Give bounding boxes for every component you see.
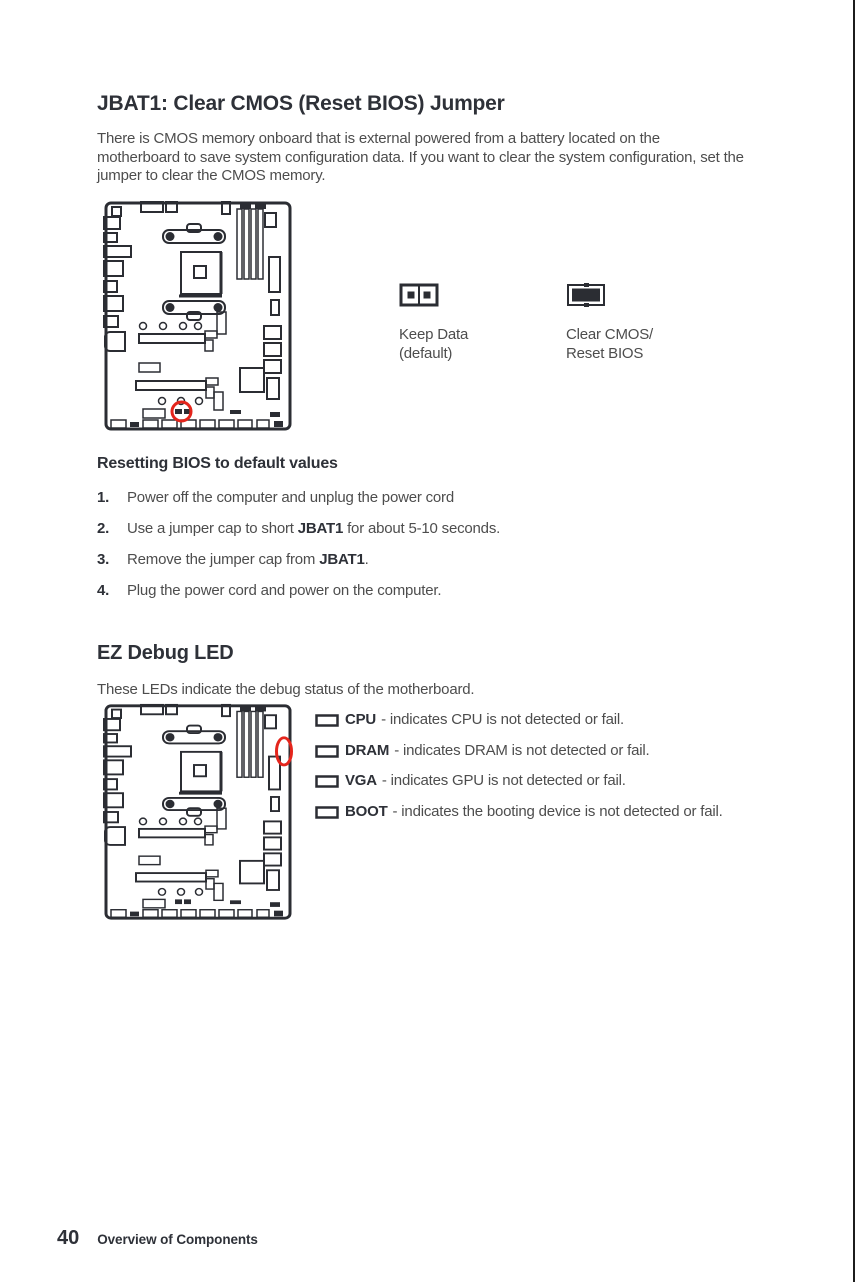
led-box-icon — [315, 745, 339, 758]
led-label: DRAM — [345, 741, 390, 759]
jumper-clear-cmos-line1: Clear CMOS/ — [566, 326, 653, 343]
step-number: 3. — [97, 551, 110, 568]
reset-step-3 — [97, 551, 657, 569]
jumper-clear-cmos-label — [566, 325, 706, 363]
step-text-bold: JBAT1 — [297, 520, 344, 537]
led-description: - indicates CPU is not detected or fail. — [381, 711, 625, 728]
led-description: - indicates GPU is not detected or fail. — [381, 772, 626, 789]
led-label: CPU — [345, 711, 377, 728]
step-text-pre: Power off the computer and unplug the power cord — [127, 489, 454, 506]
jbat1-section-title: JBAT1: Clear CMOS (Reset BIOS) Jumper — [97, 92, 505, 115]
led-item-boot — [315, 803, 757, 822]
step-text-bold: JBAT1 — [319, 551, 365, 568]
jumper-state-keep-data — [399, 283, 539, 363]
jumper-state-clear-cmos — [566, 283, 706, 363]
led-description: - indicates DRAM is not detected or fail. — [394, 741, 650, 759]
reset-bios-heading: Resetting BIOS to default values — [97, 455, 338, 472]
ez-debug-led-list — [315, 711, 757, 833]
ez-debug-led-title: EZ Debug LED — [97, 642, 234, 664]
step-text-pre: Plug the power cord and power on the computer. — [127, 582, 442, 599]
step-text-pre: Use a jumper cap to short — [127, 520, 298, 537]
jumper-keep-data-label — [399, 325, 539, 363]
step-text-post: for about 5-10 seconds. — [343, 520, 501, 537]
step-text — [127, 551, 369, 569]
led-box-icon — [315, 775, 339, 788]
led-description: - indicates the booting device is not detected or fail. — [392, 802, 723, 820]
led-item-text — [345, 772, 757, 791]
led-item-dram — [315, 742, 757, 761]
jumper-keep-data-line1: Keep Data — [399, 326, 469, 343]
jumper-shorted-icon — [566, 283, 606, 307]
led-item-text — [345, 803, 757, 822]
reset-step-2 — [97, 520, 657, 538]
step-text — [127, 489, 454, 507]
step-number: 4. — [97, 582, 110, 599]
step-text — [127, 520, 500, 538]
step-number: 1. — [97, 489, 110, 506]
led-label: BOOT — [345, 802, 388, 820]
led-box-icon — [315, 806, 339, 819]
led-item-vga — [315, 772, 757, 791]
step-text — [127, 582, 441, 600]
page-number: 40 — [57, 1227, 80, 1249]
led-box-icon — [315, 714, 339, 727]
led-item-text — [345, 711, 757, 730]
led-label: VGA — [345, 772, 377, 789]
reset-step-4 — [97, 582, 657, 600]
led-item-text — [345, 742, 757, 761]
reset-step-1 — [97, 489, 657, 507]
page-footer — [57, 1227, 258, 1250]
motherboard-diagram-ez-debug — [103, 703, 293, 921]
motherboard-diagram-jbat1 — [103, 200, 293, 432]
led-item-cpu — [315, 711, 757, 730]
reset-bios-steps — [97, 489, 657, 613]
jumper-open-icon — [399, 283, 439, 307]
step-text-pre: Remove the jumper cap from — [127, 551, 320, 568]
jbat1-intro-paragraph: There is CMOS memory onboard that is external powered from a battery located on the motherboard to save system configuration data. If you want to clear the system configuration, set the jumper to clear the CMOS memory. — [97, 130, 744, 184]
jumper-clear-cmos-line2: Reset BIOS — [566, 345, 644, 362]
footer-section-title: Overview of Components — [97, 1232, 258, 1247]
step-number: 2. — [97, 520, 110, 537]
jumper-keep-data-line2: (default) — [399, 345, 453, 362]
step-text-post: . — [364, 551, 369, 568]
ez-debug-led-intro: These LEDs indicate the debug status of the motherboard. — [97, 681, 475, 698]
